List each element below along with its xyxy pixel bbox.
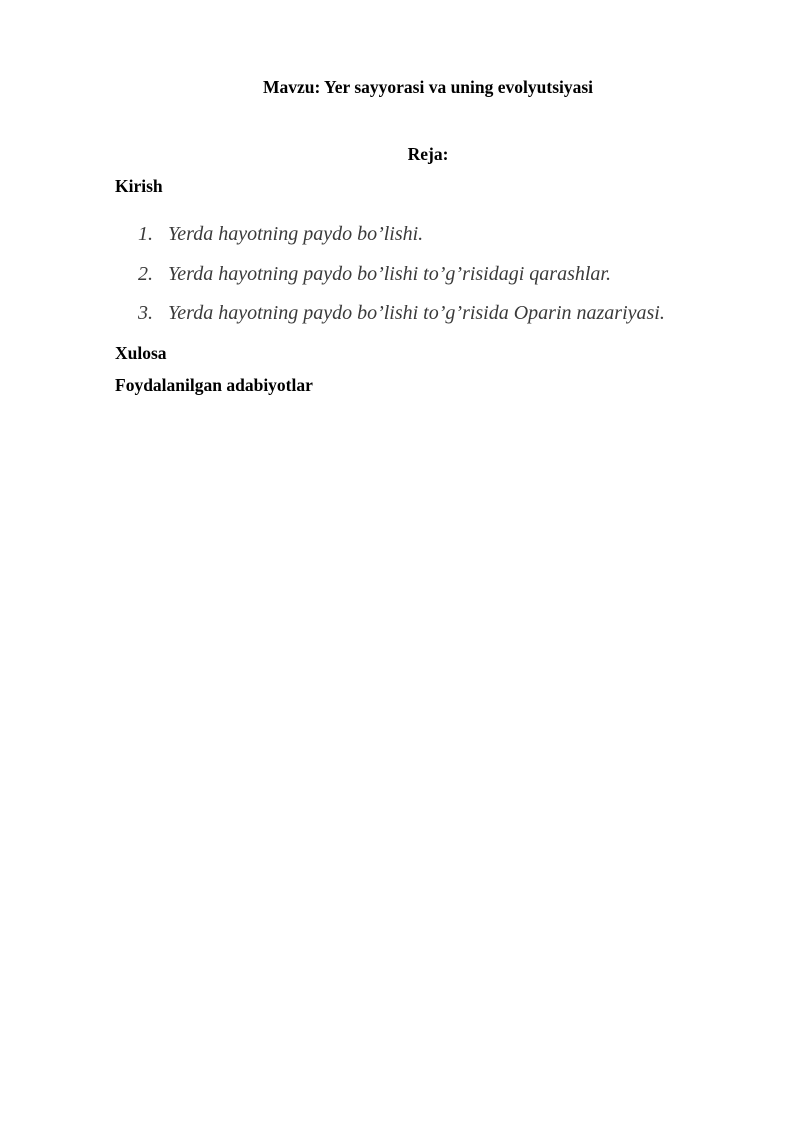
plan-item-number: 2. [138, 262, 153, 285]
plan-item [138, 262, 665, 286]
intro-heading: Kirish [115, 176, 163, 196]
plan-item-number: 3. [138, 302, 153, 324]
plan-item-number: 1. [138, 223, 153, 245]
references-heading: Foydalanilgan adabiyotlar [115, 375, 313, 395]
plan-list [138, 222, 665, 341]
document-title: Mavzu: Yer sayyorasi va uning evolyutsiyasi [262, 77, 594, 97]
plan-item-text: Yerda hayotning paydo bo’lishi to’g’risida Oparin nazariyasi. [168, 302, 665, 324]
plan-item-text: Yerda hayotning paydo bo’lishi to’g’risidagi qarashlar. [168, 262, 611, 285]
plan-heading: Reja: [407, 144, 449, 164]
plan-item-text: Yerda hayotning paydo bo’lishi. [168, 223, 424, 245]
plan-item [138, 222, 665, 246]
plan-item [138, 301, 665, 325]
conclusion-heading: Xulosa [115, 343, 167, 363]
